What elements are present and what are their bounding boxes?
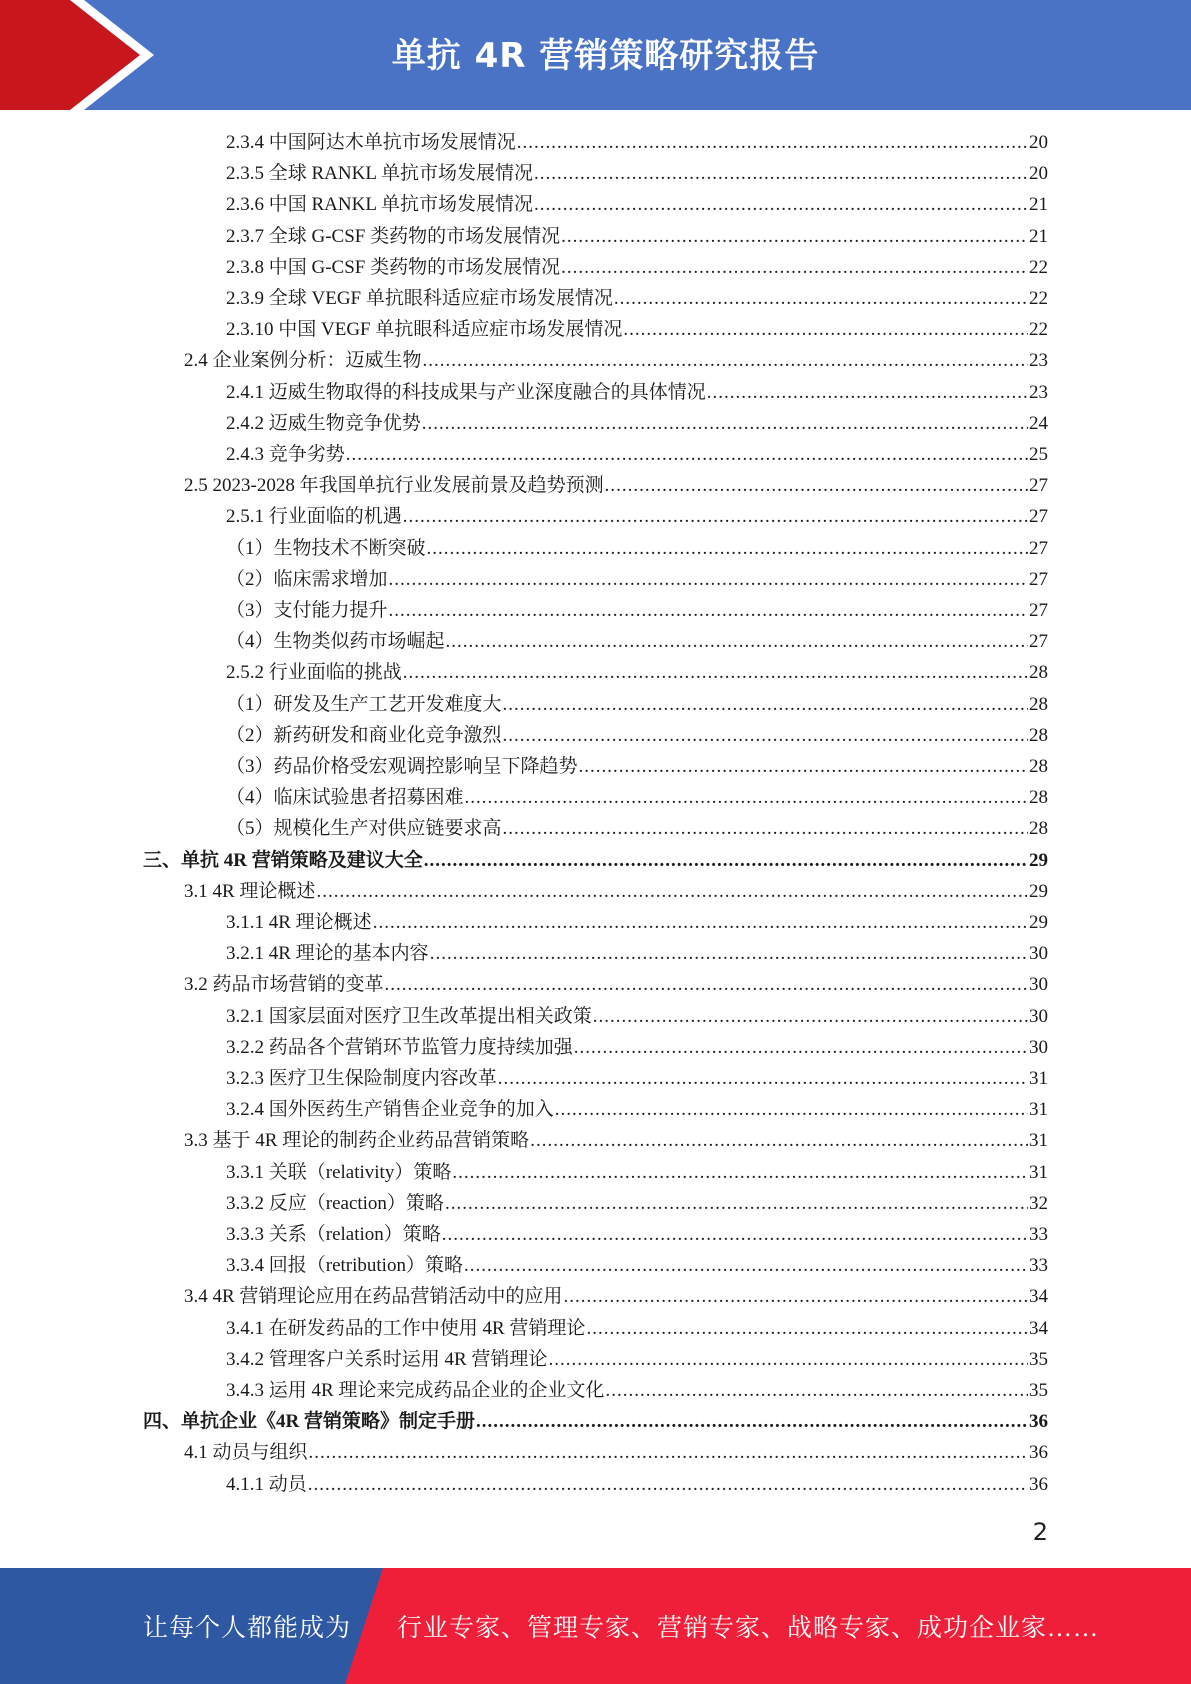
toc-dot-leader [574,1032,1028,1063]
toc-entry-label: 3.4.1 在研发药品的工作中使用 4R 营销理论 [226,1317,586,1339]
toc-entry[interactable] [226,813,1048,844]
toc-entry-page: 31 [1029,1068,1048,1089]
toc-entry[interactable] [226,377,1048,408]
toc-dot-leader [346,439,1028,470]
toc-entry[interactable] [226,907,1048,938]
toc-entry-page: 27 [1029,537,1048,559]
toc-entry-label: 2.4.2 迈威生物竞争优势 [226,412,421,434]
toc-entry[interactable] [226,314,1048,345]
toc-entry[interactable] [226,938,1048,969]
toc-entry-page: 28 [1029,693,1048,715]
toc-entry-page: 27 [1029,600,1048,621]
toc-entry-page: 28 [1029,662,1048,684]
toc-entry-label: 3.3.4 回报（retribution）策略 [226,1255,463,1277]
toc-entry[interactable] [226,221,1048,252]
toc-entry-page: 21 [1029,225,1048,247]
toc-dot-leader [476,1406,1028,1437]
toc-dot-leader [605,1375,1028,1406]
toc-dot-leader [389,595,1028,626]
toc-dot-leader [465,782,1028,813]
toc-entry-label: 3.3.3 关系（relation）策略 [226,1224,441,1245]
toc-entry[interactable] [226,501,1048,532]
toc-entry-page: 25 [1029,444,1048,465]
toc-entry-page: 22 [1029,288,1048,309]
toc-dot-leader [424,845,1028,876]
toc-entry[interactable] [226,1063,1048,1094]
toc-entry-label: 3.2 药品市场营销的变革 [184,974,384,996]
toc-dot-leader [614,283,1028,314]
toc-entry-page: 29 [1029,880,1048,902]
toc-entry-label: 四、单抗企业《4R 营销策略》制定手册 [143,1411,475,1433]
toc-dot-leader [423,345,1028,376]
toc-dot-leader [464,1250,1028,1281]
toc-entry-label: 3.1 4R 理论概述 [184,880,316,902]
toc-entry-page: 20 [1029,132,1048,153]
toc-entry-label: 2.5.1 行业面临的机遇 [226,506,402,528]
toc-entry[interactable] [143,845,1048,876]
toc-dot-leader [503,720,1028,751]
toc-entry[interactable] [226,158,1048,189]
toc-entry[interactable] [184,969,1048,1000]
toc-entry-page: 30 [1029,943,1048,965]
toc-entry-label: （1）生物技术不断突破 [226,537,426,559]
toc-entry-page: 34 [1029,1317,1048,1339]
toc-entry-label: 2.3.8 中国 G-CSF 类药物的市场发展情况 [226,256,561,278]
toc-entry-page: 27 [1029,475,1048,497]
toc-entry-page: 22 [1029,256,1048,278]
toc-dot-leader [561,252,1028,283]
toc-entry[interactable] [226,626,1048,657]
toc-entry-page: 24 [1029,412,1048,434]
toc-entry-label: 3.2.4 国外医药生产销售企业竞争的加入 [226,1099,554,1121]
toc-entry-page: 23 [1029,381,1048,403]
toc-entry-page: 27 [1029,568,1048,590]
toc-dot-leader [385,969,1028,1000]
toc-entry-page: 29 [1029,849,1048,871]
toc-entry[interactable] [184,1281,1048,1312]
toc-entry[interactable] [226,720,1048,751]
page-footer [0,1568,1191,1684]
toc-entry-page: 36 [1029,1442,1048,1464]
toc-dot-leader [430,938,1028,969]
toc-entry-page: 35 [1029,1380,1048,1401]
toc-entry-page: 30 [1029,1036,1048,1058]
toc-entry-page: 31 [1029,1130,1048,1152]
toc-entry-label: （4）临床试验患者招募困难 [226,787,464,809]
toc-entry[interactable] [226,1188,1048,1219]
toc-entry-page: 31 [1029,1161,1048,1183]
toc-entry-page: 35 [1029,1348,1048,1370]
toc-entry-label: 2.5.2 行业面临的挑战 [226,662,402,684]
toc-entry-label: 2.3.5 全球 RANKL 单抗市场发展情况 [226,163,533,185]
toc-entry-page: 30 [1029,1005,1048,1027]
page-header [0,0,1191,110]
toc-entry[interactable] [226,564,1048,595]
toc-entry-label: 2.4.3 竞争劣势 [226,444,345,465]
toc-dot-leader [593,1001,1028,1032]
toc-dot-leader [308,1469,1028,1500]
toc-dot-leader [579,751,1028,782]
toc-entry-label: 2.3.4 中国阿达木单抗市场发展情况 [226,132,516,153]
toc-dot-leader [427,533,1028,564]
toc-dot-leader [534,158,1028,189]
toc-entry-label: 3.4 4R 营销理论应用在药品营销活动中的应用 [184,1286,563,1308]
toc-entry[interactable] [226,751,1048,782]
toc-entry-label: 3.2.1 国家层面对医疗卫生改革提出相关政策 [226,1005,592,1027]
toc-entry[interactable] [184,1125,1048,1156]
toc-entry-page: 27 [1029,631,1048,653]
toc-dot-leader [316,876,1028,907]
toc-entry-label: 4.1 动员与组织 [184,1442,308,1464]
toc-dot-leader [586,1313,1028,1344]
toc-entry-page: 34 [1029,1286,1048,1308]
toc-entry[interactable] [184,876,1048,907]
toc-entry-page: 28 [1029,724,1048,746]
toc-entry-page: 27 [1029,506,1048,528]
toc-entry-label: （4）生物类似药市场崛起 [226,631,445,653]
toc-entry-label: 4.1.1 动员 [226,1473,307,1495]
toc-entry[interactable] [226,1313,1048,1344]
page-number: 2 [1032,1518,1048,1546]
toc-entry-page: 29 [1029,912,1048,933]
toc-entry-label: 2.5 2023-2028 年我国单抗行业发展前景及趋势预测 [184,475,604,497]
toc-entry-label: 3.2.2 药品各个营销环节监管力度持续加强 [226,1036,573,1058]
toc-dot-leader [534,189,1028,220]
toc-entry-label: （3）药品价格受宏观调控影响呈下降趋势 [226,756,578,777]
toc-entry[interactable] [226,1157,1048,1188]
toc-entry[interactable] [226,439,1048,470]
toc-entry[interactable] [226,1032,1048,1063]
toc-entry[interactable] [226,595,1048,626]
toc-dot-leader [503,813,1028,844]
toc-entry[interactable] [226,1094,1048,1125]
toc-entry-label: 3.4.3 运用 4R 理论来完成药品企业的企业文化 [226,1380,605,1401]
toc-entry[interactable] [226,1375,1048,1406]
toc-entry-label: 2.4 企业案例分析：迈威生物 [184,350,422,372]
toc-entry[interactable] [226,408,1048,439]
toc-entry-label: （2）临床需求增加 [226,568,388,590]
footer-slogan-left: 让每个人都能成为 [143,1615,352,1642]
toc-entry[interactable] [226,1469,1048,1500]
toc-entry[interactable] [184,1437,1048,1468]
toc-entry-page: 36 [1029,1473,1048,1495]
toc-entry-label: 3.3.1 关联（relativity）策略 [226,1161,452,1183]
toc-entry-label: 2.4.1 迈威生物取得的科技成果与产业深度融合的具体情况 [226,381,706,403]
toc-entry[interactable] [226,657,1048,688]
toc-dot-leader [452,1157,1028,1188]
toc-dot-leader [517,127,1028,158]
toc-entry-page: 33 [1029,1255,1048,1277]
toc-entry-label: 3.4.2 管理客户关系时运用 4R 营销理论 [226,1348,548,1370]
report-title: 单抗 4R 营销策略研究报告 [391,36,820,76]
toc-entry-page: 28 [1029,787,1048,809]
toc-dot-leader [498,1063,1028,1094]
toc-entry[interactable] [226,189,1048,220]
toc-dot-leader [373,907,1028,938]
toc-entry[interactable] [226,1250,1048,1281]
toc-dot-leader [446,626,1028,657]
toc-entry-label: 3.3 基于 4R 理论的制药企业药品营销策略 [184,1130,530,1152]
toc-entry[interactable] [143,1406,1048,1437]
toc-dot-leader [707,377,1028,408]
toc-entry-page: 20 [1029,163,1048,185]
toc-dot-leader [530,1125,1028,1156]
toc-entry-page: 28 [1029,756,1048,777]
toc-entry[interactable] [226,1219,1048,1250]
toc-entry[interactable] [226,252,1048,283]
toc-entry-label: 2.3.10 中国 VEGF 单抗眼科适应症市场发展情况 [226,319,623,341]
toc-entry-label: 3.3.2 反应（reaction）策略 [226,1192,444,1214]
toc-entry-label: 2.3.9 全球 VEGF 单抗眼科适应症市场发展情况 [226,288,613,309]
toc-entry-label: 2.3.7 全球 G-CSF 类药物的市场发展情况 [226,225,561,247]
toc-entry-label: （3）支付能力提升 [226,600,388,621]
toc-entry-page: 32 [1029,1192,1048,1214]
toc-entry-page: 23 [1029,350,1048,372]
toc-entry-page: 31 [1029,1099,1048,1121]
toc-entry[interactable] [226,782,1048,813]
toc-entry-label: 3.2.3 医疗卫生保险制度内容改革 [226,1068,497,1089]
toc-entry-label: 3.2.1 4R 理论的基本内容 [226,943,429,965]
toc-dot-leader [623,314,1028,345]
toc-entry-label: 3.1.1 4R 理论概述 [226,912,372,933]
toc-entry[interactable] [226,1344,1048,1375]
toc-entry[interactable] [226,689,1048,720]
toc-entry-page: 28 [1029,818,1048,840]
toc-dot-leader [605,470,1028,501]
toc-entry-label: （5）规模化生产对供应链要求高 [226,818,502,840]
toc-entry-page: 36 [1029,1411,1048,1433]
toc-dot-leader [442,1219,1028,1250]
toc-dot-leader [561,221,1028,252]
toc-entry[interactable] [226,533,1048,564]
toc-dot-leader [503,689,1028,720]
toc-entry-page: 30 [1029,974,1048,996]
toc-dot-leader [555,1094,1028,1125]
toc-entry[interactable] [226,1001,1048,1032]
toc-entry[interactable] [226,127,1048,158]
toc-dot-leader [445,1188,1028,1219]
toc-entry-page: 22 [1029,319,1048,341]
toc-entry-label: （1）研发及生产工艺开发难度大 [226,693,502,715]
toc-dot-leader [563,1281,1028,1312]
toc-dot-leader [422,408,1028,439]
toc-entry-label: （2）新药研发和商业化竞争激烈 [226,724,502,746]
toc-entry-label: 2.3.6 中国 RANKL 单抗市场发展情况 [226,194,533,216]
toc-entry-label: 三、单抗 4R 营销策略及建议大全 [143,849,423,871]
footer-slogan-right: 行业专家、管理专家、营销专家、战略专家、成功企业家…… [397,1615,1100,1642]
toc-dot-leader [389,564,1028,595]
toc-entry[interactable] [184,470,1048,501]
toc-dot-leader [403,501,1028,532]
toc-dot-leader [309,1437,1028,1468]
toc-entry[interactable] [226,283,1048,314]
toc-entry[interactable] [184,345,1048,376]
toc-dot-leader [403,657,1028,688]
toc-entry-page: 33 [1029,1224,1048,1245]
toc-dot-leader [548,1344,1028,1375]
toc-entry-page: 21 [1029,194,1048,216]
